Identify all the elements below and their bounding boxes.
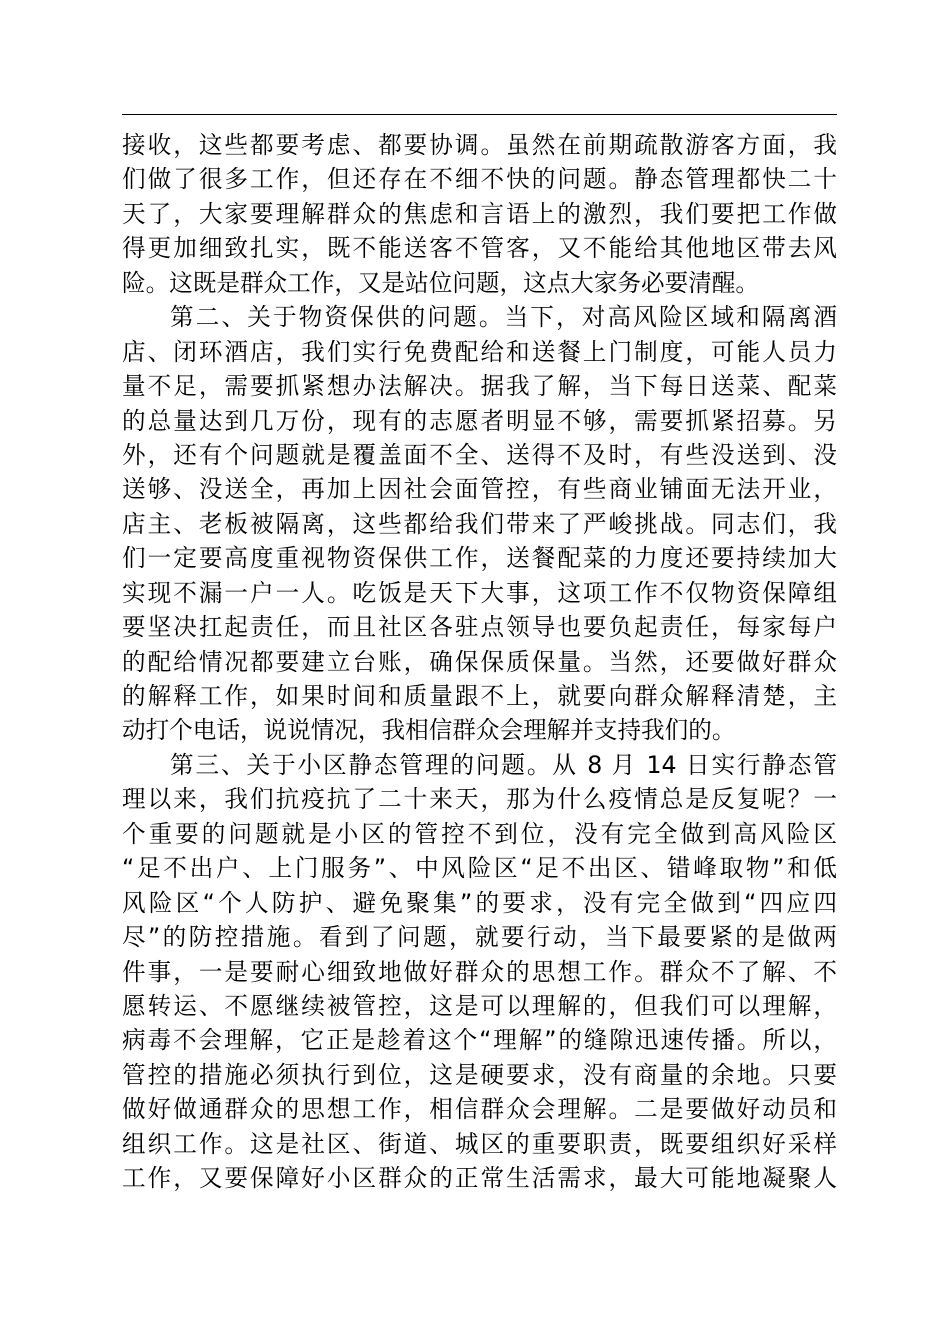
text-line: 组织工作。这是社区、街道、城区的重要职责，既要组织好采样	[122, 1129, 837, 1158]
text-line: 的解释工作，如果时间和质量跟不上，就要向群众解释清楚，主	[122, 682, 837, 710]
body-text	[122, 128, 837, 1196]
text-line: 实现不漏一户一人。吃饭是天下大事，这项工作不仅物资保障组	[122, 578, 837, 607]
header-rule	[122, 114, 837, 115]
text-line: 病毒不会理解，它正是趁着这个“理解”的缝隙迅速传播。所以，	[122, 1026, 837, 1055]
text-line: 工作，又要保障好小区群众的正常生活需求，最大可能地凝聚人	[122, 1164, 837, 1193]
text-line: 愿转运、不愿继续被管控，这是可以理解的，但我们可以理解，	[122, 991, 837, 1020]
text-line: 接收，这些都要考虑、都要协调。虽然在前期疏散游客方面，我	[122, 131, 837, 159]
paragraph-first-line: 第二、关于物资保供的问题。当下，对高风险区域和隔离酒	[170, 303, 837, 332]
text-line: 天了，大家要理解群众的焦虑和言语上的激烈，我们要把工作做	[122, 199, 837, 228]
text-line: “足不出户、上门服务”、中风险区“足不出区、错峰取物”和低	[122, 854, 837, 883]
text-line: 个重要的问题就是小区的管控不到位，没有完全做到高风险区	[122, 819, 837, 848]
paragraph-first-line: 第三、关于小区静态管理的问题。从 8 月 14 日实行静态管	[170, 750, 837, 779]
text-line: 要坚决扛起责任，而且社区各驻点领导也要负起责任，每家每户	[122, 613, 837, 642]
text-line: 得更加细致扎实，既不能送客不管客，又不能给其他地区带去风	[122, 234, 837, 263]
text-line: 险。这既是群众工作，又是站位问题，这点大家务必要清醒。	[122, 268, 760, 297]
text-line: 管控的措施必须执行到位，这是硬要求，没有商量的余地。只要	[122, 1060, 837, 1089]
text-line: 的配给情况都要建立台账，确保保质保量。当然，还要做好群众	[122, 647, 837, 676]
text-line: 动打个电话，说说情况，我相信群众会理解并支持我们的。	[122, 716, 736, 745]
text-line: 们做了很多工作，但还存在不细不快的问题。静态管理都快二十	[122, 165, 837, 194]
text-line: 尽”的防控措施。看到了问题，就要行动，当下最要紧的是做两	[122, 923, 837, 952]
text-line: 店主、老板被隔离，这些都给我们带来了严峻挑战。同志们，我	[122, 509, 837, 538]
text-line: 外，还有个问题就是覆盖面不全、送得不及时，有些没送到、没	[122, 440, 837, 469]
text-line: 量不足，需要抓紧想办法解决。据我了解，当下每日送菜、配菜	[122, 372, 837, 401]
text-line: 风险区“个人防护、避免聚集”的要求，没有完全做到“四应四	[122, 888, 837, 917]
text-line: 店、闭环酒店，我们实行免费配给和送餐上门制度，可能人员力	[122, 337, 837, 366]
text-line: 们一定要高度重视物资保供工作，送餐配菜的力度还要持续加大	[122, 544, 837, 573]
text-line: 件事，一是要耐心细致地做好群众的思想工作。群众不了解、不	[122, 957, 837, 986]
text-line: 做好做通群众的思想工作，相信群众会理解。二是要做好动员和	[122, 1095, 837, 1124]
text-line: 理以来，我们抗疫抗了二十来天，那为什么疫情总是反复呢？一	[122, 785, 837, 814]
text-line: 的总量达到几万份，现有的志愿者明显不够，需要抓紧招募。另	[122, 406, 837, 435]
text-line: 送够、没送全，再加上因社会面管控，有些商业铺面无法开业，	[122, 475, 837, 504]
